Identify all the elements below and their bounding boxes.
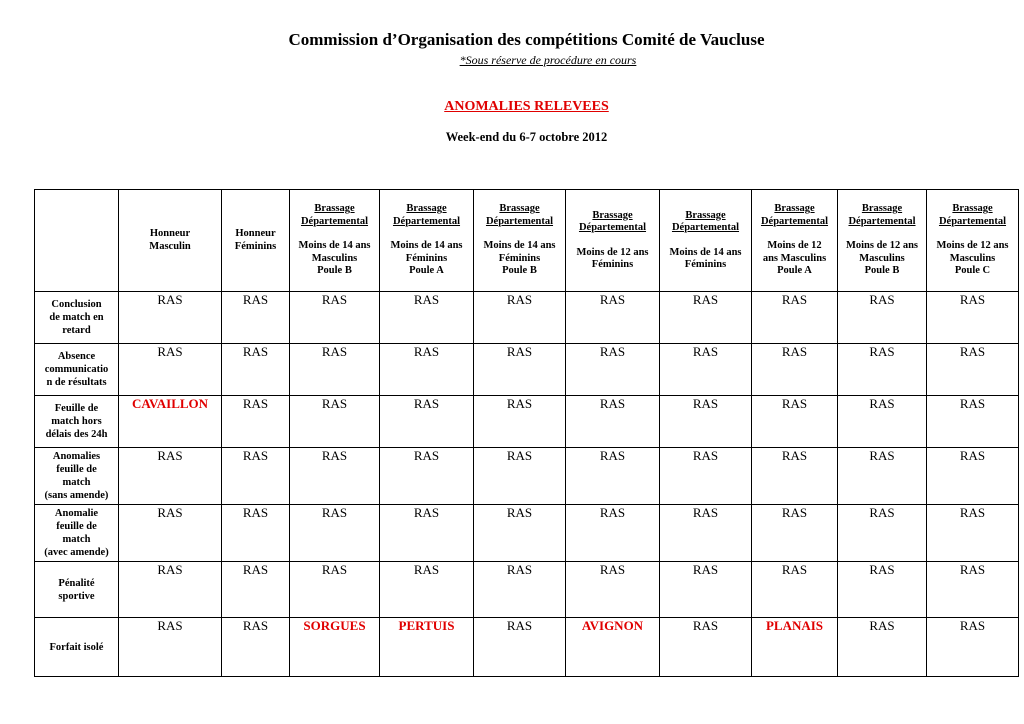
column-label-line: Moins de 12 ans (576, 246, 649, 258)
table-cell: RAS (566, 292, 660, 344)
column-label-line: Féminins (234, 240, 277, 252)
table-cell: RAS (566, 448, 660, 505)
table-header-row (35, 190, 1019, 292)
column-category: Brassage Départemental (938, 203, 1007, 227)
column-label-line: Féminins (591, 259, 634, 270)
column-header (752, 190, 838, 292)
table-cell: RAS (222, 618, 290, 677)
row-header (35, 618, 119, 677)
row-label-line: Feuille de (54, 403, 99, 414)
table-cell: RAS (474, 562, 566, 618)
row-header (35, 344, 119, 396)
row-label-line: n de résultats (46, 377, 107, 388)
column-header (222, 190, 290, 292)
table-cell: RAS (660, 292, 752, 344)
column-label-line: Masculins (949, 252, 996, 264)
table-cell: RAS (290, 562, 380, 618)
table-cell: RAS (222, 292, 290, 344)
row-label-line: feuille de (56, 464, 97, 475)
column-label-line: Moins de 14 ans (390, 240, 463, 252)
table-cell: RAS (660, 344, 752, 396)
column-label-line: Féminins (684, 259, 727, 270)
table-cell: RAS (566, 396, 660, 448)
column-label-line: Moins de 12 (767, 240, 822, 252)
table-cell: RAS (566, 562, 660, 618)
column-category: Brassage Départemental (300, 203, 369, 227)
row-label-line: feuille de (56, 521, 97, 532)
table-cell: RAS (660, 448, 752, 505)
table-cell: RAS (119, 344, 222, 396)
table-cell: RAS (927, 396, 1019, 448)
table-cell: RAS (752, 396, 838, 448)
table-cell: RAS (119, 292, 222, 344)
column-header (927, 190, 1019, 292)
table-cell: SORGUES (290, 618, 380, 677)
table-cell: RAS (222, 562, 290, 618)
table-cell: RAS (474, 618, 566, 677)
table-cell: RAS (119, 448, 222, 505)
row-label-line: retard (62, 325, 91, 336)
row-label-line: Conclusion (51, 299, 102, 310)
table-cell: RAS (380, 344, 474, 396)
table-cell: RAS (290, 505, 380, 562)
table-cell: RAS (660, 505, 752, 562)
table-cell: RAS (119, 562, 222, 618)
table-cell: RAS (290, 344, 380, 396)
column-category: Brassage Départemental (848, 203, 916, 227)
column-label-line: Féminins (405, 252, 448, 264)
table-cell: RAS (474, 396, 566, 448)
table-cell: RAS (927, 562, 1019, 618)
column-label-line: Masculin (149, 240, 191, 252)
column-category: Brassage Départemental (760, 203, 829, 227)
row-header (35, 448, 119, 505)
row-label-line: sportive (58, 590, 95, 602)
reserve-note: *Sous réserve de procédure en cours (459, 53, 637, 67)
table-cell: RAS (474, 505, 566, 562)
table-cell: RAS (838, 562, 927, 618)
column-header (290, 190, 380, 292)
row-label-line: (avec amende) (44, 547, 109, 558)
table-row (35, 448, 1019, 505)
table-cell: RAS (927, 292, 1019, 344)
table-row (35, 396, 1019, 448)
table-cell: RAS (290, 448, 380, 505)
column-header (566, 190, 660, 292)
row-label-line: match (62, 534, 91, 545)
column-label-line: Poule B (502, 265, 537, 277)
table-cell: RAS (660, 396, 752, 448)
column-header (660, 190, 752, 292)
column-header (474, 190, 566, 292)
table-cell: RAS (752, 448, 838, 505)
row-label-line: Anomalies (52, 451, 101, 462)
column-category: Brassage Départemental (578, 209, 647, 233)
column-category: Brassage Départemental (485, 203, 554, 227)
column-label-line: Moins de 14 ans (298, 240, 371, 252)
column-label-line: Poule B (317, 265, 352, 277)
table-cell: RAS (222, 505, 290, 562)
table-cell: RAS (566, 344, 660, 396)
table-row (35, 292, 1019, 344)
row-label-line: (sans amende) (44, 490, 109, 501)
table-cell: RAS (290, 292, 380, 344)
weekend-date: Week-end du 6-7 octobre 2012 (445, 130, 608, 144)
table-cell: RAS (927, 448, 1019, 505)
table-body (35, 292, 1019, 677)
column-label-line: Honneur (149, 228, 191, 239)
row-label-line: Anomalie (54, 508, 99, 519)
table-cell: AVIGNON (566, 618, 660, 677)
table-cell: RAS (566, 505, 660, 562)
column-label-line: Poule C (954, 265, 991, 277)
column-category: Brassage Départemental (671, 209, 740, 233)
column-label-line: Moins de 14 ans (669, 246, 742, 258)
table-cell: RAS (660, 618, 752, 677)
column-label-line: Masculins (859, 252, 905, 264)
page-title: Commission d’Organisation des compétitions Comité de Vaucluse (288, 30, 765, 49)
column-label-line: Poule B (864, 265, 900, 277)
column-category: Brassage Départemental (392, 203, 461, 227)
row-label-line: communicatio (44, 364, 109, 375)
row-label-line: match (62, 477, 91, 488)
table-cell: PERTUIS (380, 618, 474, 677)
table-cell: RAS (474, 344, 566, 396)
table-cell: RAS (838, 344, 927, 396)
row-header (35, 505, 119, 562)
column-header (380, 190, 474, 292)
table-cell: RAS (752, 562, 838, 618)
section-title: ANOMALIES RELEVEES (444, 99, 609, 114)
table-cell: RAS (474, 448, 566, 505)
column-label-line: Moins de 14 ans (483, 240, 556, 252)
table-cell: RAS (119, 618, 222, 677)
table-cell: CAVAILLON (119, 396, 222, 448)
column-label-line: Poule A (777, 265, 812, 277)
table-cell: RAS (752, 292, 838, 344)
column-label-line: Masculins (311, 252, 358, 264)
table-cell: RAS (380, 292, 474, 344)
table-cell: RAS (838, 396, 927, 448)
table-row (35, 344, 1019, 396)
table-cell: RAS (752, 505, 838, 562)
row-label-line: Pénalité (58, 577, 95, 589)
table-cell: RAS (222, 344, 290, 396)
column-label-line: Féminins (498, 252, 541, 264)
table-cell: RAS (927, 618, 1019, 677)
table-cell: RAS (752, 344, 838, 396)
table-cell: RAS (838, 505, 927, 562)
table-cell: RAS (660, 562, 752, 618)
row-label-line: match hors (51, 416, 102, 427)
table-cell: PLANAIS (752, 618, 838, 677)
row-label-line: délais des 24h (45, 429, 108, 440)
table-cell: RAS (222, 396, 290, 448)
column-label-line: Honneur (235, 228, 276, 239)
table-cell: RAS (380, 448, 474, 505)
table-cell: RAS (838, 292, 927, 344)
table-cell: RAS (380, 505, 474, 562)
row-label-line: Forfait isolé (49, 641, 104, 653)
table-cell: RAS (119, 505, 222, 562)
table-cell: RAS (474, 292, 566, 344)
row-label-line: Absence (57, 351, 96, 362)
corner-cell (35, 190, 119, 292)
table-row (35, 505, 1019, 562)
table-row (35, 562, 1019, 618)
column-label-line: Moins de 12 ans (845, 240, 919, 252)
table-cell: RAS (927, 344, 1019, 396)
row-header (35, 562, 119, 618)
row-label-line: de match en (49, 312, 104, 323)
column-label-line: Moins de 12 ans (936, 240, 1009, 252)
column-label-line: Poule A (409, 265, 444, 277)
table-cell: RAS (380, 396, 474, 448)
table-cell: RAS (380, 562, 474, 618)
column-header (119, 190, 222, 292)
row-header (35, 292, 119, 344)
table-cell: RAS (222, 448, 290, 505)
column-label-line: ans Masculins (762, 252, 827, 264)
row-header (35, 396, 119, 448)
table-cell: RAS (838, 448, 927, 505)
table-row (35, 618, 1019, 677)
column-header (838, 190, 927, 292)
table-cell: RAS (290, 396, 380, 448)
table-cell: RAS (838, 618, 927, 677)
table-cell: RAS (927, 505, 1019, 562)
anomalies-table (34, 189, 1019, 677)
